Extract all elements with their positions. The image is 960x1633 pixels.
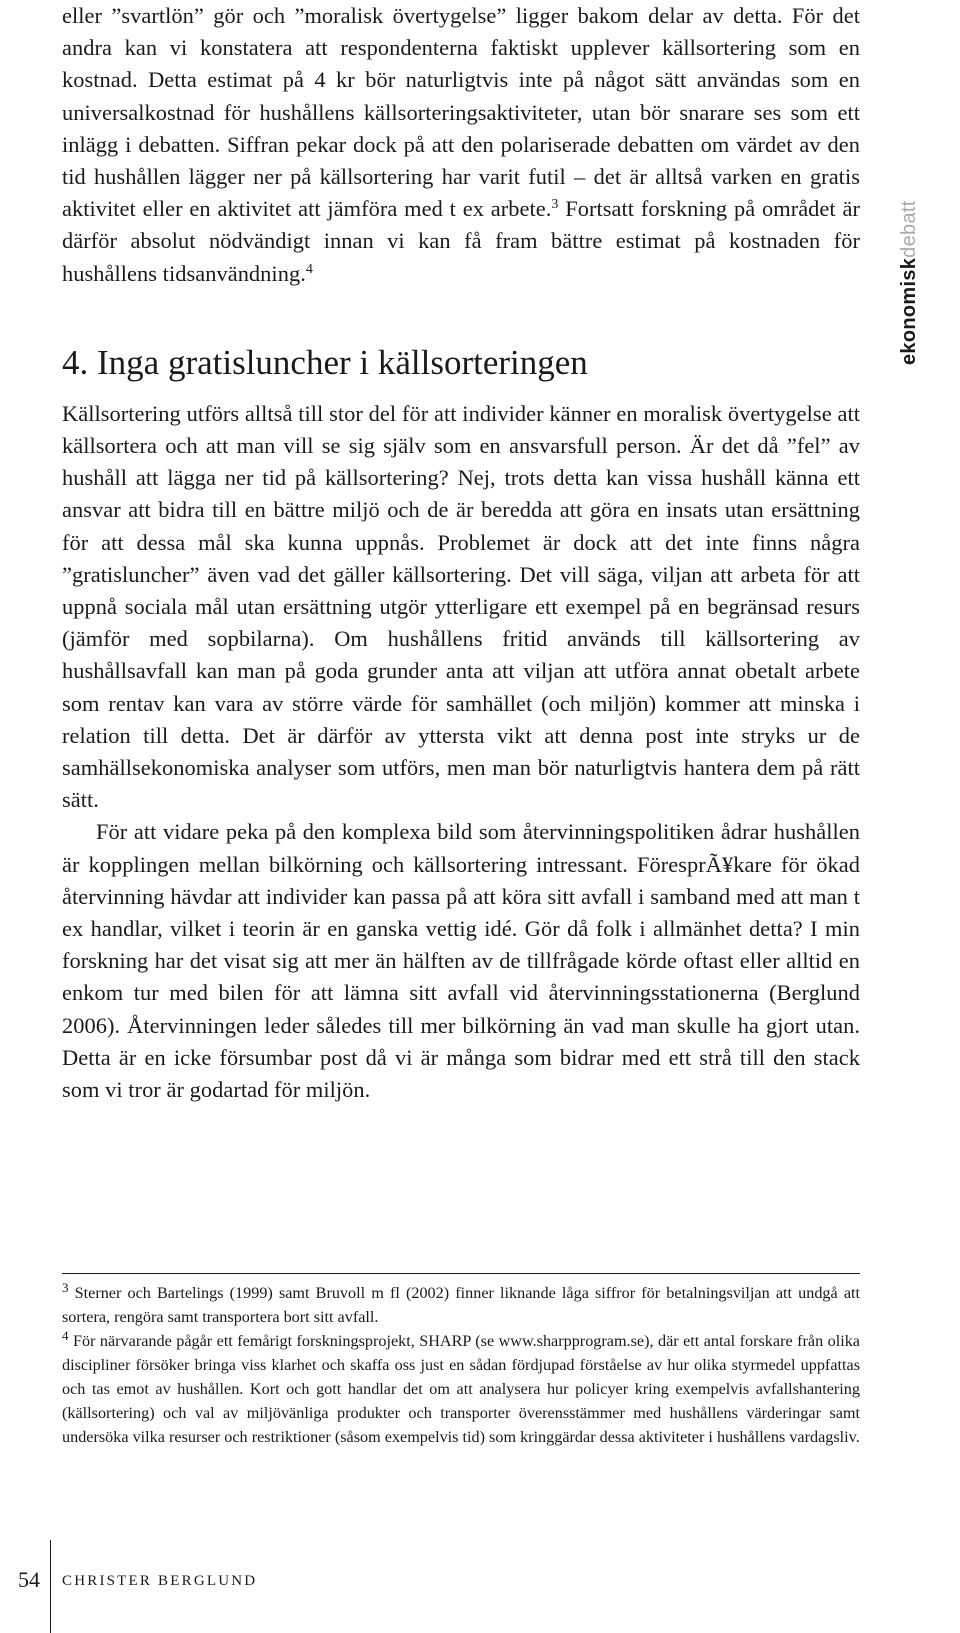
paragraph-intro [62,0,860,290]
footnotes [62,1281,860,1449]
paragraph-intro-text-a: eller ”svartlön” gör och ”moralisk övertygelse” ligger bakom delar av detta. För det andra kan vi konstatera att respondenterna faktiskt upplever källsortering som en kostnad. Detta estimat på 4 kr bör naturligtvis inte på något sätt användas som en universalkostnad för hushållens källsorteringsaktiviteter, utan bör snarare ses som ett inlägg i debatten. Siffran pekar dock på att den polariserade debatten om värdet av den tid hushållen lägger ner på källsortering har varit futil – det är alltså varken en gratis aktivitet eller en aktivitet att jämföra med t ex arbete. [62,3,860,222]
paragraph-section-1: Källsortering utförs alltså till stor del för att individer känner en moralisk övertygelse att källsortera och att man vill se sig själv som en ansvarsfull person. Är det då ”fel” av hushåll att lägga ner tid på källsortering? Nej, trots detta kan vissa hushåll känna ett ansvar att bidra till en bättre miljö och de är beredda att göra en insats utan ersättning för att dessa mål ska kunna uppnås. Problemet är dock att det inte finns några ”gratisluncher” även vad det gäller källsortering. Det vill säga, viljan att arbeta för att uppnå sociala mål utan ersättning utgör ytterligare ett exempel på en begränsad resurs (jämför med sopbilarna). Om hushållens fritid används till källsortering av hushållsavfall kan man på goda grunder anta att viljan att utföra annat obetalt arbete som rentav kan vara av större värde för samhället (och miljön) kommer att minska i relation till detta. Det är därför av yttersta vikt att denna post inte stryks ur de samhällsekonomiska analyser som utförs, men man bör naturligtvis hantera dem på rätt sätt. [62,400,860,813]
footnote-3 [62,1281,860,1329]
page-body [62,0,860,1106]
footnote-4 [62,1329,860,1449]
footnote-ref-4: 4 [305,261,313,277]
paragraph-intro-text-b: Fortsatt forskning på området är därför absolut nödvändigt innan vi kan få fram bättre estimat på kostnaden för hushållens tidsanvändning. [62,196,860,286]
footnote-text: För närvarande pågår ett femårigt forskningsprojekt, SHARP (se www.sharpprogram.se), där ett antal forskare från olika discipliner försöker bringa viss klarhet och skaffa oss just en sådan fördjupad förståelse av hur olika styrmedel uppfattas och tas emot av hushållen. Kort och gott handlar det om att analysera hur policyer kring exempelvis avfallshantering (källsortering) och val av miljövänliga produkter och transporter överensstämmer med hushållens värderingar samt undersöka vilka resurser och restriktioner (såsom exempelvis tid) som kringgärdar dessa aktiviteter i hushållens vardagsliv. [62,1332,860,1446]
footnote-number: 3 [62,1280,69,1295]
footnote-number: 4 [62,1328,69,1343]
journal-name-light: debatt [898,200,920,258]
footnote-text: Sterner och Bartelings (1999) samt Bruvoll m fl (2002) finner liknande låga siffror för betalningsviljan att undgå att sortera, rengöra samt transportera bort sitt avfall. [62,1284,860,1326]
journal-name-bold: ekonomisk [898,257,920,365]
journal-sidebar-label [898,200,921,365]
footnote-ref-3: 3 [551,197,559,213]
page-number: 54 [18,1567,40,1592]
paragraph-section-2: För att vidare peka på den komplexa bild som återvinningspolitiken ådrar hushållen är kopplingen mellan bilkörning och källsortering intressant. FöresprÃ¥kare för ökad återvinning hävdar att individer kan passa på att köra sitt avfall i samband med att man t ex handlar, vilket i teorin är en ganska vettig idé. Gör då folk i allmänhet detta? I min forskning har det visat sig att mer än hälften av de tillfrågade körde oftast eller alltid en enkom tur med bilen för att lämna sitt avfall vid återvinningsstationerna (Berglund 2006). Återvinningen leder således till mer bilkörning än vad man skulle ha gjort utan. Detta är en icke försumbar post då vi är många som bidrar med ett strå till den stack som vi tror är godartad för miljön. [62,819,860,1103]
section-heading: 4. Inga gratisluncher i källsorteringen [62,342,588,382]
page-number-divider [50,1540,51,1633]
author-name: CHRISTER BERGLUND [62,1573,258,1589]
footnote-divider [62,1273,860,1274]
